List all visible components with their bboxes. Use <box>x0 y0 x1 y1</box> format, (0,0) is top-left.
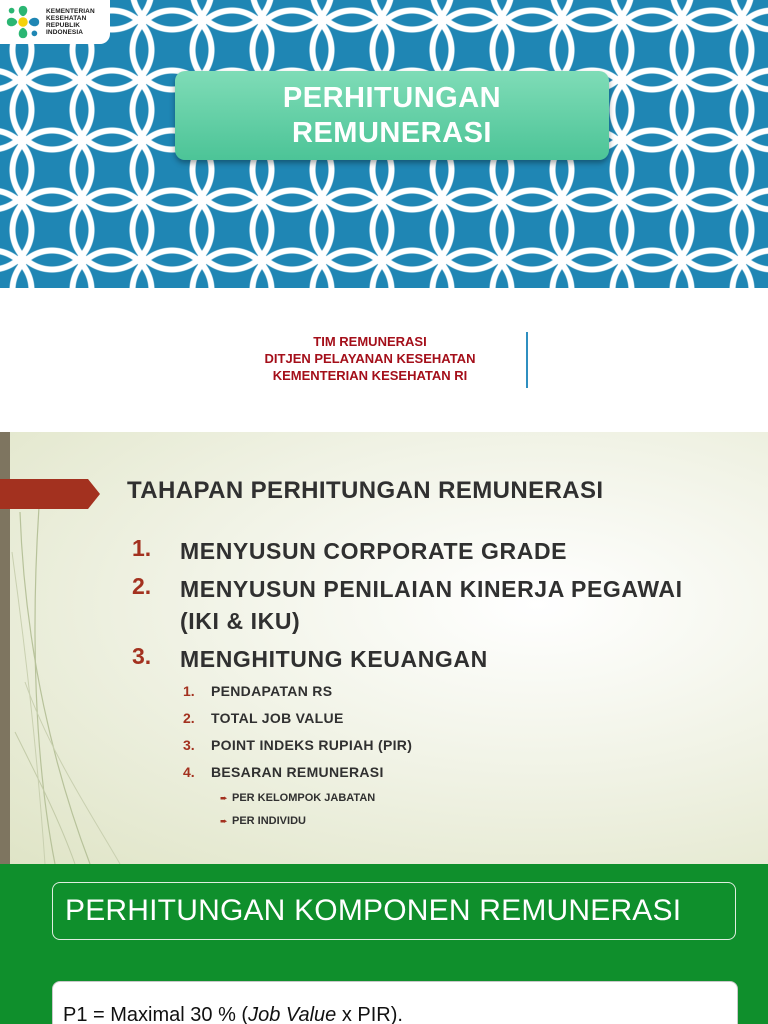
heading-arrow-marker <box>0 479 100 509</box>
logo-line: KESEHATAN <box>46 15 87 22</box>
divider-line <box>526 332 528 388</box>
item-number: 1. <box>132 535 152 561</box>
logo-line: KEMENTERIAN <box>46 8 95 15</box>
logo-line: INDONESIA <box>46 29 84 36</box>
sub-item-number: 4. <box>183 764 195 780</box>
bullet-text: PER INDIVIDU <box>232 815 306 827</box>
sub-item-text: PENDAPATAN RS <box>211 683 333 699</box>
arrow-bullet-icon: ➨ <box>220 793 228 803</box>
formula-italic: Job Value <box>248 1004 337 1024</box>
title-line-2: REMUNERASI <box>292 116 492 149</box>
formula-suffix: x PIR). <box>336 1004 403 1024</box>
sub-item-number: 1. <box>183 683 195 699</box>
item-number: 2. <box>132 573 152 599</box>
sub-item-text: POINT INDEKS RUPIAH (PIR) <box>211 737 413 753</box>
slide-components <box>0 864 768 1024</box>
kemenkes-logo-icon <box>4 3 42 41</box>
title-banner <box>175 71 609 160</box>
subtitle-block <box>180 333 560 384</box>
subtitle-line-2: DITJEN PELAYANAN KESEHATAN <box>264 351 476 366</box>
sub-item-text: TOTAL JOB VALUE <box>211 710 344 726</box>
components-title: PERHITUNGAN KOMPONEN REMUNERASI <box>65 894 682 927</box>
formula-prefix: P1 = Maximal 30 % ( <box>63 1004 249 1024</box>
sub-item-text: BESARAN REMUNERASI <box>211 764 384 780</box>
logo-line: REPUBLIK <box>46 22 81 29</box>
subtitle-line-3: KEMENTERIAN KESEHATAN RI <box>272 368 468 383</box>
components-title-box <box>52 882 736 940</box>
slide-title <box>0 0 768 432</box>
item-number: 3. <box>132 643 152 669</box>
title-line-1: PERHITUNGAN <box>282 81 502 114</box>
sub-item-number: 3. <box>183 737 195 753</box>
item-text: MENYUSUN CORPORATE GRADE <box>180 538 568 564</box>
slide-steps <box>0 432 768 864</box>
steps-heading: TAHAPAN PERHITUNGAN REMUNERASI <box>127 477 604 504</box>
subtitle-line-1: TIM REMUNERASI <box>313 334 427 349</box>
ministry-logo <box>0 0 110 44</box>
logo-text <box>46 8 95 36</box>
formula-box <box>52 981 738 1024</box>
bullet-text: PER KELOMPOK JABATAN <box>232 792 376 804</box>
formula-text <box>63 1004 737 1024</box>
sub-item-number: 2. <box>183 710 195 726</box>
arrow-bullet-icon: ➨ <box>220 816 228 826</box>
item-text: MENYUSUN PENILAIAN KINERJA PEGAWAI (IKI & IKU) <box>180 576 683 634</box>
item-text: MENGHITUNG KEUANGAN <box>180 646 488 672</box>
